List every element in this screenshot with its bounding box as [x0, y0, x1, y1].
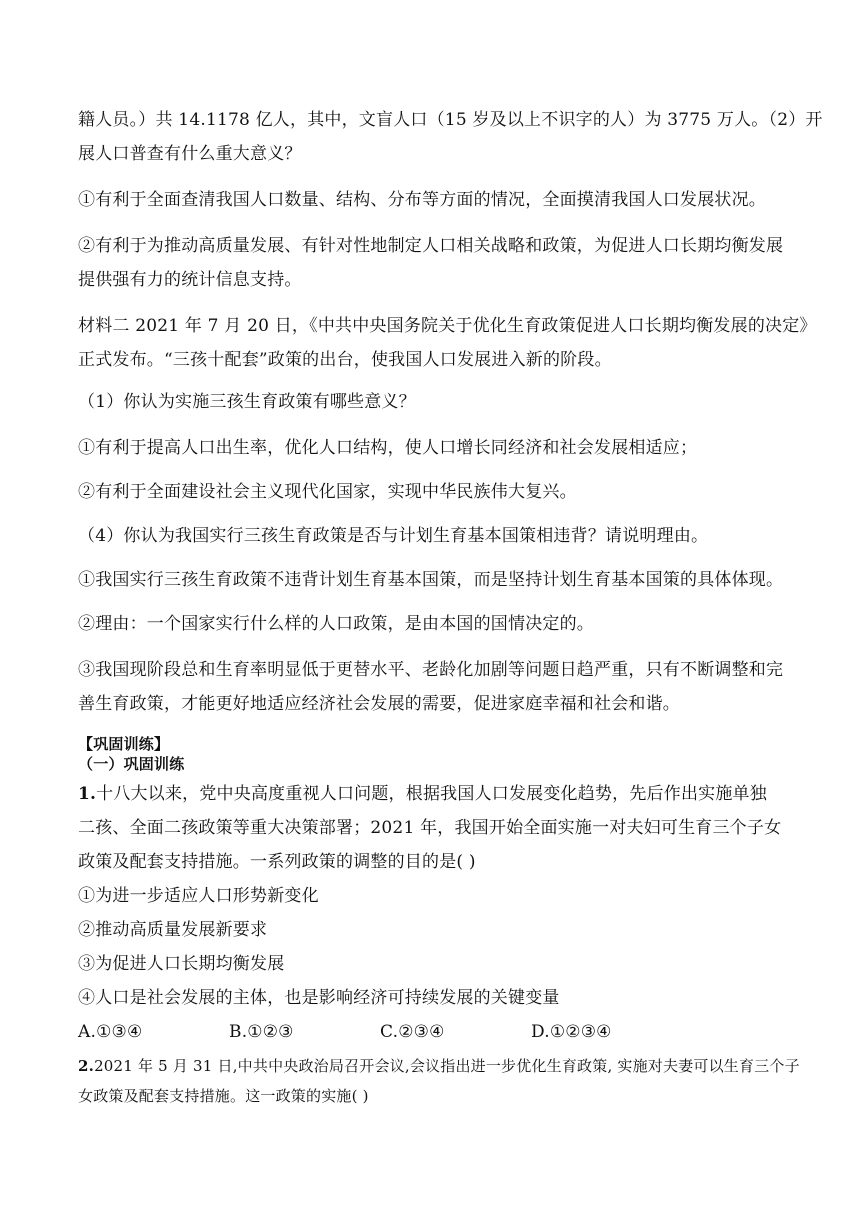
question-2-line [78, 1055, 800, 1077]
text-line: ②理由：一个国家实行什么样的人口政策，是由本国的国情决定的。 [78, 614, 594, 634]
text-line: ②有利于全面建设社会主义现代化国家，实现中华民族伟大复兴。 [78, 482, 577, 502]
question-1-item: ④人口是社会发展的主体，也是影响经济可持续发展的关键变量 [78, 988, 560, 1008]
question-text: 2021 年 5 月 31 日,中共中央政治局召开会议,会议指出进一步优化生育政策, 实施对夫妻可以生育三个子 [94, 1057, 800, 1075]
question-1-item: ①为进一步适应人口形势新变化 [78, 886, 319, 906]
text-line: 材料二 2021 年 7 月 20 日，《中共中央国务院关于优化生育政策促进人口长期均衡发展的决定》 [78, 316, 817, 336]
option-c[interactable]: C.②③④ [380, 1022, 445, 1042]
question-1-item: ②推动高质量发展新要求 [78, 920, 268, 940]
text-line: 籍人员。）共 14.1178 亿人，其中，文盲人口（15 岁及以上不识字的人）为 3775 万人。（2）开 [78, 110, 823, 130]
text-line: 善生育政策，才能更好地适应经济社会发展的需要，促进家庭幸福和社会和谐。 [78, 694, 680, 714]
question-1-item: ③为促进人口长期均衡发展 [78, 954, 285, 974]
question-text: 十八大以来，党中央高度重视人口问题，根据我国人口发展变化趋势，先后作出实施单独 [96, 784, 767, 804]
text-line: ①我国实行三孩生育政策不违背计划生育基本国策，而是坚持计划生育基本国策的具体体现。 [78, 570, 784, 590]
question-2-line: 女政策及配套支持措施。这一政策的实施( ) [78, 1087, 369, 1105]
text-line: ①有利于全面查清我国人口数量、结构、分布等方面的情况，全面摸清我国人口发展状况。 [78, 190, 766, 210]
text-line: ③我国现阶段总和生育率明显低于更替水平、老龄化加剧等问题日趋严重，只有不断调整和完 [78, 660, 784, 680]
option-a[interactable]: A.①③④ [78, 1022, 143, 1042]
text-line: ②有利于为推动高质量发展、有针对性地制定人口相关战略和政策，为促进人口长期均衡发展 [78, 236, 784, 256]
question-1-line [78, 783, 767, 805]
text-line: 正式发布。“三孩十配套”政策的出台，使我国人口发展进入新的阶段。 [78, 350, 612, 370]
question-1-options [78, 1021, 682, 1043]
option-b[interactable]: B.①②③ [229, 1022, 294, 1042]
text-line: 提供强有力的统计信息支持。 [78, 270, 302, 290]
text-line: 展人口普查有什么重大意义？ [78, 144, 302, 164]
question-number: 1. [78, 784, 97, 804]
text-line: （4）你认为我国实行三孩生育政策是否与计划生育基本国策相违背？请说明理由。 [78, 526, 709, 546]
question-number: 2. [78, 1057, 95, 1075]
question-1-line: 二孩、全面二孩政策等重大决策部署；2021 年，我国开始全面实施一对夫妇可生育三个子女 [78, 818, 782, 838]
text-line: ①有利于提高人口出生率，优化人口结构，使人口增长同经济和社会发展相适应； [78, 438, 698, 458]
section-title: 【巩固训练】 [78, 735, 170, 753]
subsection-title: （一）巩固训练 [78, 755, 185, 773]
option-d[interactable]: D.①②③④ [531, 1022, 612, 1042]
question-1-line: 政策及配套支持措施。一系列政策的调整的目的是( ) [78, 852, 476, 872]
text-line: （1）你认为实施三孩生育政策有哪些意义？ [78, 392, 416, 412]
